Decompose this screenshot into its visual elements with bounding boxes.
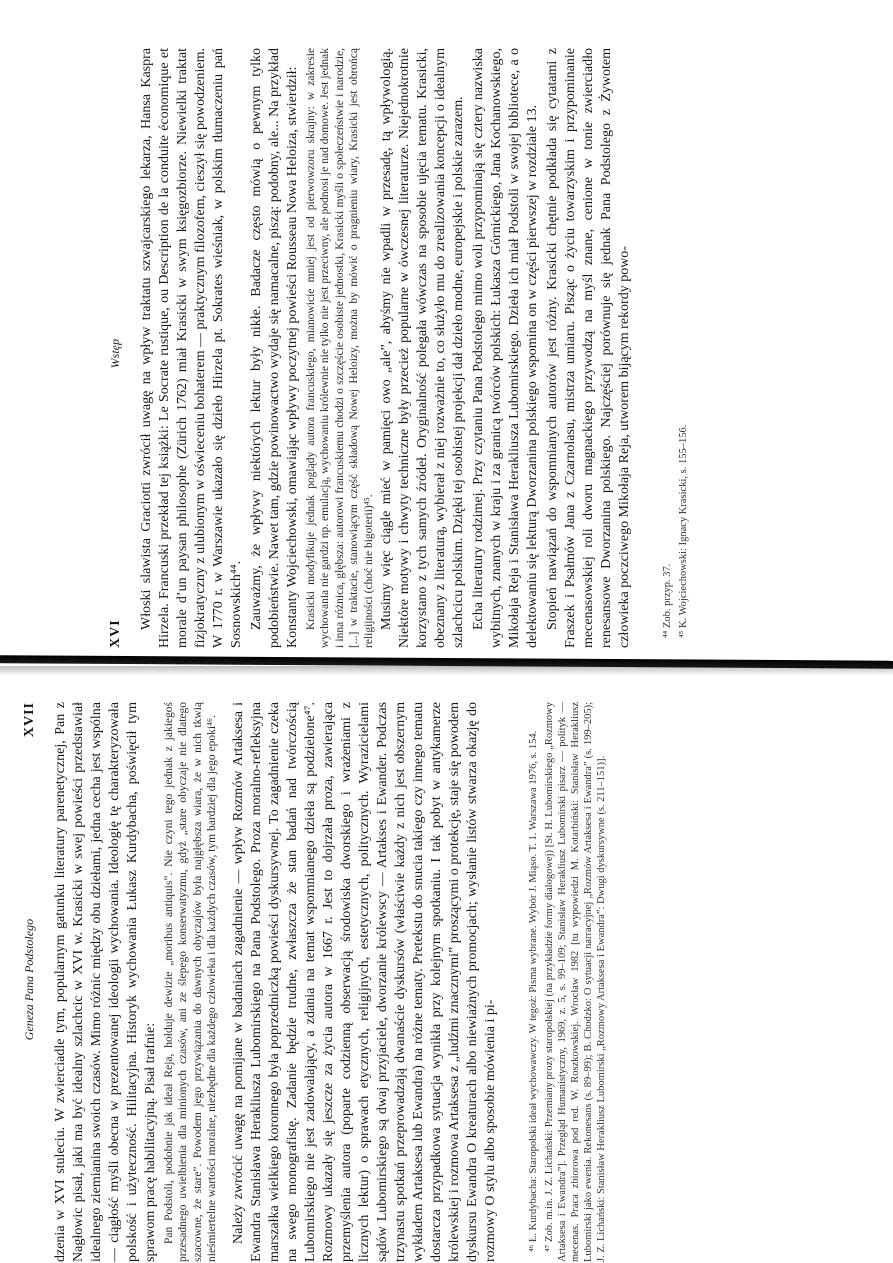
running-head	[108, 48, 124, 648]
footnote-44: ⁴⁴ Zob. przyp. 37.	[662, 563, 674, 638]
paragraph: Włoski slawista Graciotti zwrócił uwagę na wpływ traktatu szwajcarskiego lekarza, Hansa Kaspra Hirzela. Francuski przekład tej książki: Le Socrate rustique, ou Description de la conduite économique et morale d’un paysan philosophe (Zürich 1762) miał Krasicki w swym księgozbiorze. Niewielki traktat fizjokratyczny z ulubionym w oświeceniu bohaterem — praktycznym filozofem, cieszył się powodzeniem. W 1770 r. w Warszawie ukazało się dzieło Hirzela pt. Sokrates wieśniak, w polskim tłumaczeniu pań Sosnowskich⁴⁴.	[139, 48, 244, 648]
page-xvii	[22, 702, 882, 1262]
footnote-46: ⁴⁶ Ł. Kurdybacha: Staropolski ideał wychowawczy. W tegoż: Pisma wybrane. Wybór J. Miąso. T. 1. Warszawa 1976, s. 154.	[527, 730, 539, 1252]
paragraph: Stopień nawiązań do wspomnianych autorów jest różny. Krasicki chętnie podkłada się cytatami z Fraszek i Psałmów Jana z Czarnolasu, mistrza umiaru. Pisząc o życiu towarzyskim i przypominanie mecenasowskiej roli dworu magnackiego przywodzą na myśl znane, cenione w tonie zwierciadło renesansowe Dworzanina polskiego. Najczęściej porównuje się jednak Pana Podstolego z Żywotem człowieka poczciwego Mikołaja Reja, utworem bijącym rekordy powo-	[545, 48, 633, 648]
body-text	[138, 48, 634, 648]
page-xvi	[108, 48, 893, 648]
paragraph: dzenia w XVI stuleciu. W zwierciadle tym, popularnym gatunku literatury parenetycznej, Pan z Nagłowic pisał, jaki ma być idealny szlachcic w XVI w. Krasicki w swej powieści przedstawiał idealnego ziemianina swoich czasów. Mimo różnic między obu dziełami, jedna cecha jest wspólna — ciągłość myśli obecna w prezentowanej ideologii wychowania. Ideologię tę charakteryzowała polskość i użyteczność. Hilitacyjna. Historyk wychowania Łukasz Kurdybacha, poświęcił tym sprawom pracę habilitacyjną. Pisał trafnie:	[53, 702, 158, 1262]
running-head	[22, 702, 38, 1262]
paragraph: Echa literatury rodzimej. Przy czytaniu Pana Podstolego mimo woli przypominają się cztery nazwiska wybitnych, znanych w kraju i za granicą twórców polskich: Łukasza Górnickiego, Jana Kochanowskiego, Mikołaja Reja i Stanisława Herakliusza Lubomirskiego. Dzieła ich miał Podstoli w swojej bibliotece, a o delektowaniu się lekturą Dworzanina polskiego wspomina on w części pierwszej w rozdziale 13.	[471, 48, 541, 648]
running-title: Geneza Pana Podstolego	[22, 918, 36, 1041]
footnote-47: ⁴⁷ Zob. m.in. J. Z. Lichański: Przemiany prozy staropolskiej (na przykładzie formy dialogowej) [St. H. Lubomirskiego „Rozmowy Artaksesa i Ewandra”]. Przegląd Humanistyczny, 1969, z. 5, s. 99–109; Stanisław Herakliusz Lubomirski pisarz — polityk — mecenas. Praca zbiorowa pod red. W. Roszkowskiej. Wrocław 1982 [tu wypowiedzi M. Kotarbiński: Stanisław Herakliusz Lubomirski jako ewenia. Rekonesans (s. 89–99); B. Chodzko: O sytuacji narracyjnej „Rozmów Artaksesa i Ewandra” (s. 199–205); J. Z. Lichański: Stanisław Herakliusz Lubomirski „Rozmowy Artaksesa i Ewandra”: Dwugi dyskursywne (s. 211–151)].	[543, 702, 607, 1262]
footnotes	[652, 48, 690, 648]
page-fold-shadow	[0, 666, 893, 676]
paragraph: Zauważmy, że wpływy niektórych lektur były nikłe. Badacze często mówią o pewnym tylko podobieństwie. Nawet tam, gdzie powinowactwo wydaje się namacalne, piszą: podobny, ale... Na przykład Konstanty Wojciechowski, omawiając wpływy poczytnej powieści Rousseau Nowa Heloiza, stwierdził:	[249, 48, 300, 648]
page-number: XVII	[22, 702, 37, 738]
footnote-45: ⁴⁵ K. Wojciechowski: Ignacy Krasicki, s. 155–156.	[678, 424, 690, 638]
block-quote: Krasicki modyfikuje jednak poglądy autora francuskiego, mianowicie mniej jest od pierwowzoru skrajny: w zakresie wychowania nie gardzi np. emulacją, wychowaniu królewnie nie tylko nie jest przeciwny, ale podnosi je nad domowe. Jest jednak i inna różnica, głębsza: autorowi francuskiemu chodzi o szczęście osobiste jednostki, Krasicki myśli o społeczeństwie i narodzie, [...] w traktacie, stanowiącym część składową Nowej Heloizy, można by mówić o pragnieniu wiary, Krasicki jest obrońcą religijności (choć nie bigoterii)⁴⁵.	[305, 48, 375, 648]
footnotes	[518, 702, 608, 1262]
block-quote: Pan Podstoli, podobnie jak ideał Reja, hołduje dewizie „moribus antiquis”. Nie czyni tego jednak z jakiegoś przesadnego uwielbienia dla minionych czasów, ani ze ślepego konserwatyzmu, gdyż „stare obyczaje nie dlatego szacowne, że stare”. Powodem jego przywiązania do dawnych obyczajów była najgłębsza wiara, że w nich tkwią nieśmiertelne wartości moralne, niezbędne dla każdego człowieka i dla każdych czasów, tym bardziej dla jego epoki⁴⁶.	[163, 702, 219, 1262]
paragraph: Należy zwrócić uwagę na pomijane w badaniach zagadnienie — wpływ Rozmów Artaksesa i Ewandra Stanisława Herakliusza Lubomirskiego na Pana Podstolego. Proza moralno-refleksyjna marszałka wielkiego koronnego była poprzedniczką powieści dyskursywnej. To zagadnienie czeka na swego monografistę. Zadanie będzie trudne, zwłaszcza że stan badań nad twórczością Lubomirskiego nie jest zadowalający, a zdania na temat wspomnianego dzieła są podzielone⁴⁷. Rozmowy ukazały się jeszcze za życia autora w 1667 r. Jest to dojrzała proza, zawierająca przemyślenia autora (poparte codzienną obserwacją środowiska dworskiego i wrażeniami z licznych lektur) o sprawach etycznych, religijnych, estetycznych, politycznych. Wyrazicielami sądów Lubomirskiego są dwaj przyjaciele, dworzanie królewscy — Artakses i Ewander. Podczas trzynastu spotkań przeprowadzają dwanaście dyskursów (właściwie każdy z nich jest obszernym wykładem Artaksesa lub Ewandra) na różne tematy. Pretekstu do snucia takiego czy innego tematu dostarcza przypadkowa sytuacja wynikła przy kolejnym spotkaniu. I tak pobyt w antykamerze królewskiej i rozmowa Artaksesa z „ludźmi znacznymi” proszącymi o protekcję, staje się powodem dyskursu Ewandra O kreaturach albo niewiażnych promocjach; wysłanie listów stwarza okazję do rozmowy O stylu albo sposobie mówienia i pi-	[230, 702, 498, 1262]
body-text	[52, 702, 500, 1262]
running-title: Wstęp	[108, 339, 122, 369]
paragraph: Musimy więc ciągle mieć w pamięci owo „ale”, abyśmy nie wpadli w przesadę, tą wpływologią. Niektóre motywy i chwyty techniczne były przecież popularne w ówczesnej literaturze. Niejednokrotnie korzystano z tych samych źródeł. Oryginalność polegała wówczas na sposobie ujęcia tematu. Krasicki, obeznany z literaturą, wybierał z niej rozważnie to, co służyło mu do zrealizowania koncepcji o idealnym szlachcicu polskim. Dzięki tej osobistej projekcji dał dzieło modne, europejskie i polskie zarazem.	[379, 48, 467, 648]
page-number: XVI	[108, 619, 123, 648]
